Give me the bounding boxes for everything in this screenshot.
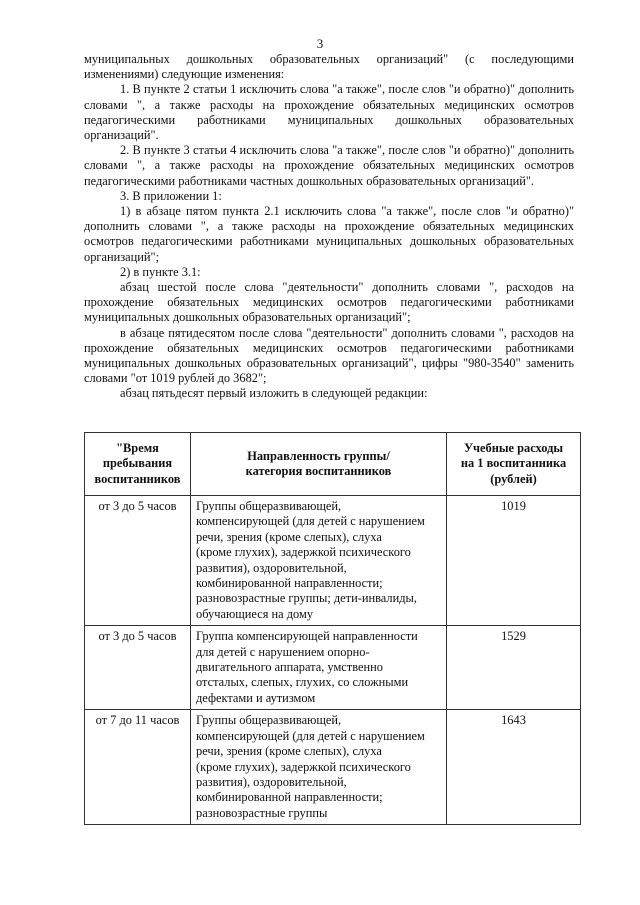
paragraph-item-2: 2. В пункте 3 статьи 4 исключить слова "а также", после слов "и обратно)" дополнить словами ", а также расходы на прохождение обязательных медицинских осмотров педагогическими работниками частных дошкольных образовательных организаций". <box>84 143 574 188</box>
paragraph-item-1: 1. В пункте 2 статьи 1 исключить слова "а также", после слов "и обратно)" дополнить словами ", а также расходы на прохождение обязательных медицинских осмотров педагогическими работниками муниципальных дошкольных образовательных организаций". <box>84 82 574 143</box>
table-header-row <box>85 433 581 496</box>
paragraph-abzac-51: абзац пятьдесят первый изложить в следующей редакции: <box>120 386 428 401</box>
header-cost: Учебные расходы на 1 воспитанника (рублей) <box>447 433 581 496</box>
cell-time: от 7 до 11 часов <box>85 710 191 825</box>
cell-category: Группы общеразвивающей, компенсирующей (для детей с нарушением речи, зрения (кроме слепых), слуха (кроме глухих), задержкой психического развития), оздоровительной, комбинированной направленности; разновозрастные группы <box>191 710 447 825</box>
document-body <box>84 52 574 402</box>
table-row <box>85 626 581 710</box>
cell-cost: 1643 <box>447 710 581 825</box>
cell-cost: 1019 <box>447 496 581 626</box>
paragraph-item-3: 3. В приложении 1: <box>120 188 222 203</box>
paragraph-abzac-50: в абзаце пятидесятом после слова "деятельности" дополнить словами ", расходов на прохождение обязательных медицинских осмотров педагогическими работниками муниципальных дошкольных образовательных организаций", цифры "980-3540" заменить словами "от 1019 рублей до 3682"; <box>84 325 574 386</box>
paragraph-subitem-1: 1) в абзаце пятом пункта 2.1 исключить слова "а также", после слов "и обратно)" дополнить словами ", а также расходы на прохождение обязательных медицинских осмотров педагогическими работниками муниципальных дошкольных образовательных организаций"; <box>84 204 574 264</box>
page-number: 3 <box>316 36 324 51</box>
paragraph-subitem-2: 2) в пункте 3.1: <box>120 264 201 279</box>
table-row <box>85 710 581 825</box>
paragraph-intro: муниципальных дошкольных образовательных организаций" (с последующими изменениями) следующие изменения: <box>84 52 574 82</box>
cell-category: Группа компенсирующей направленности для детей с нарушением опорно- двигательного аппарата, умственно отсталых, слепых, глухих, со сложными дефектами и аутизмом <box>191 626 447 710</box>
header-time: "Время пребывания воспитанников <box>85 433 191 496</box>
cell-time: от 3 до 5 часов <box>85 496 191 626</box>
expenses-table <box>84 432 581 825</box>
cell-time: от 3 до 5 часов <box>85 626 191 710</box>
header-category: Направленность группы/ категория воспитанников <box>191 433 447 496</box>
cell-cost: 1529 <box>447 626 581 710</box>
table-row <box>85 496 581 626</box>
cell-category: Группы общеразвивающей, компенсирующей (для детей с нарушением речи, зрения (кроме слепых), слуха (кроме глухих), задержкой психического развития), оздоровительной, комбинированной направленности; разновозрастные группы; дети-инвалиды, обучающиеся на дому <box>191 496 447 626</box>
paragraph-abzac-6: абзац шестой после слова "деятельности" дополнить словами ", расходов на прохождение обязательных медицинских осмотров педагогическими работниками муниципальных дошкольных образовательных организаций"; <box>84 280 574 325</box>
